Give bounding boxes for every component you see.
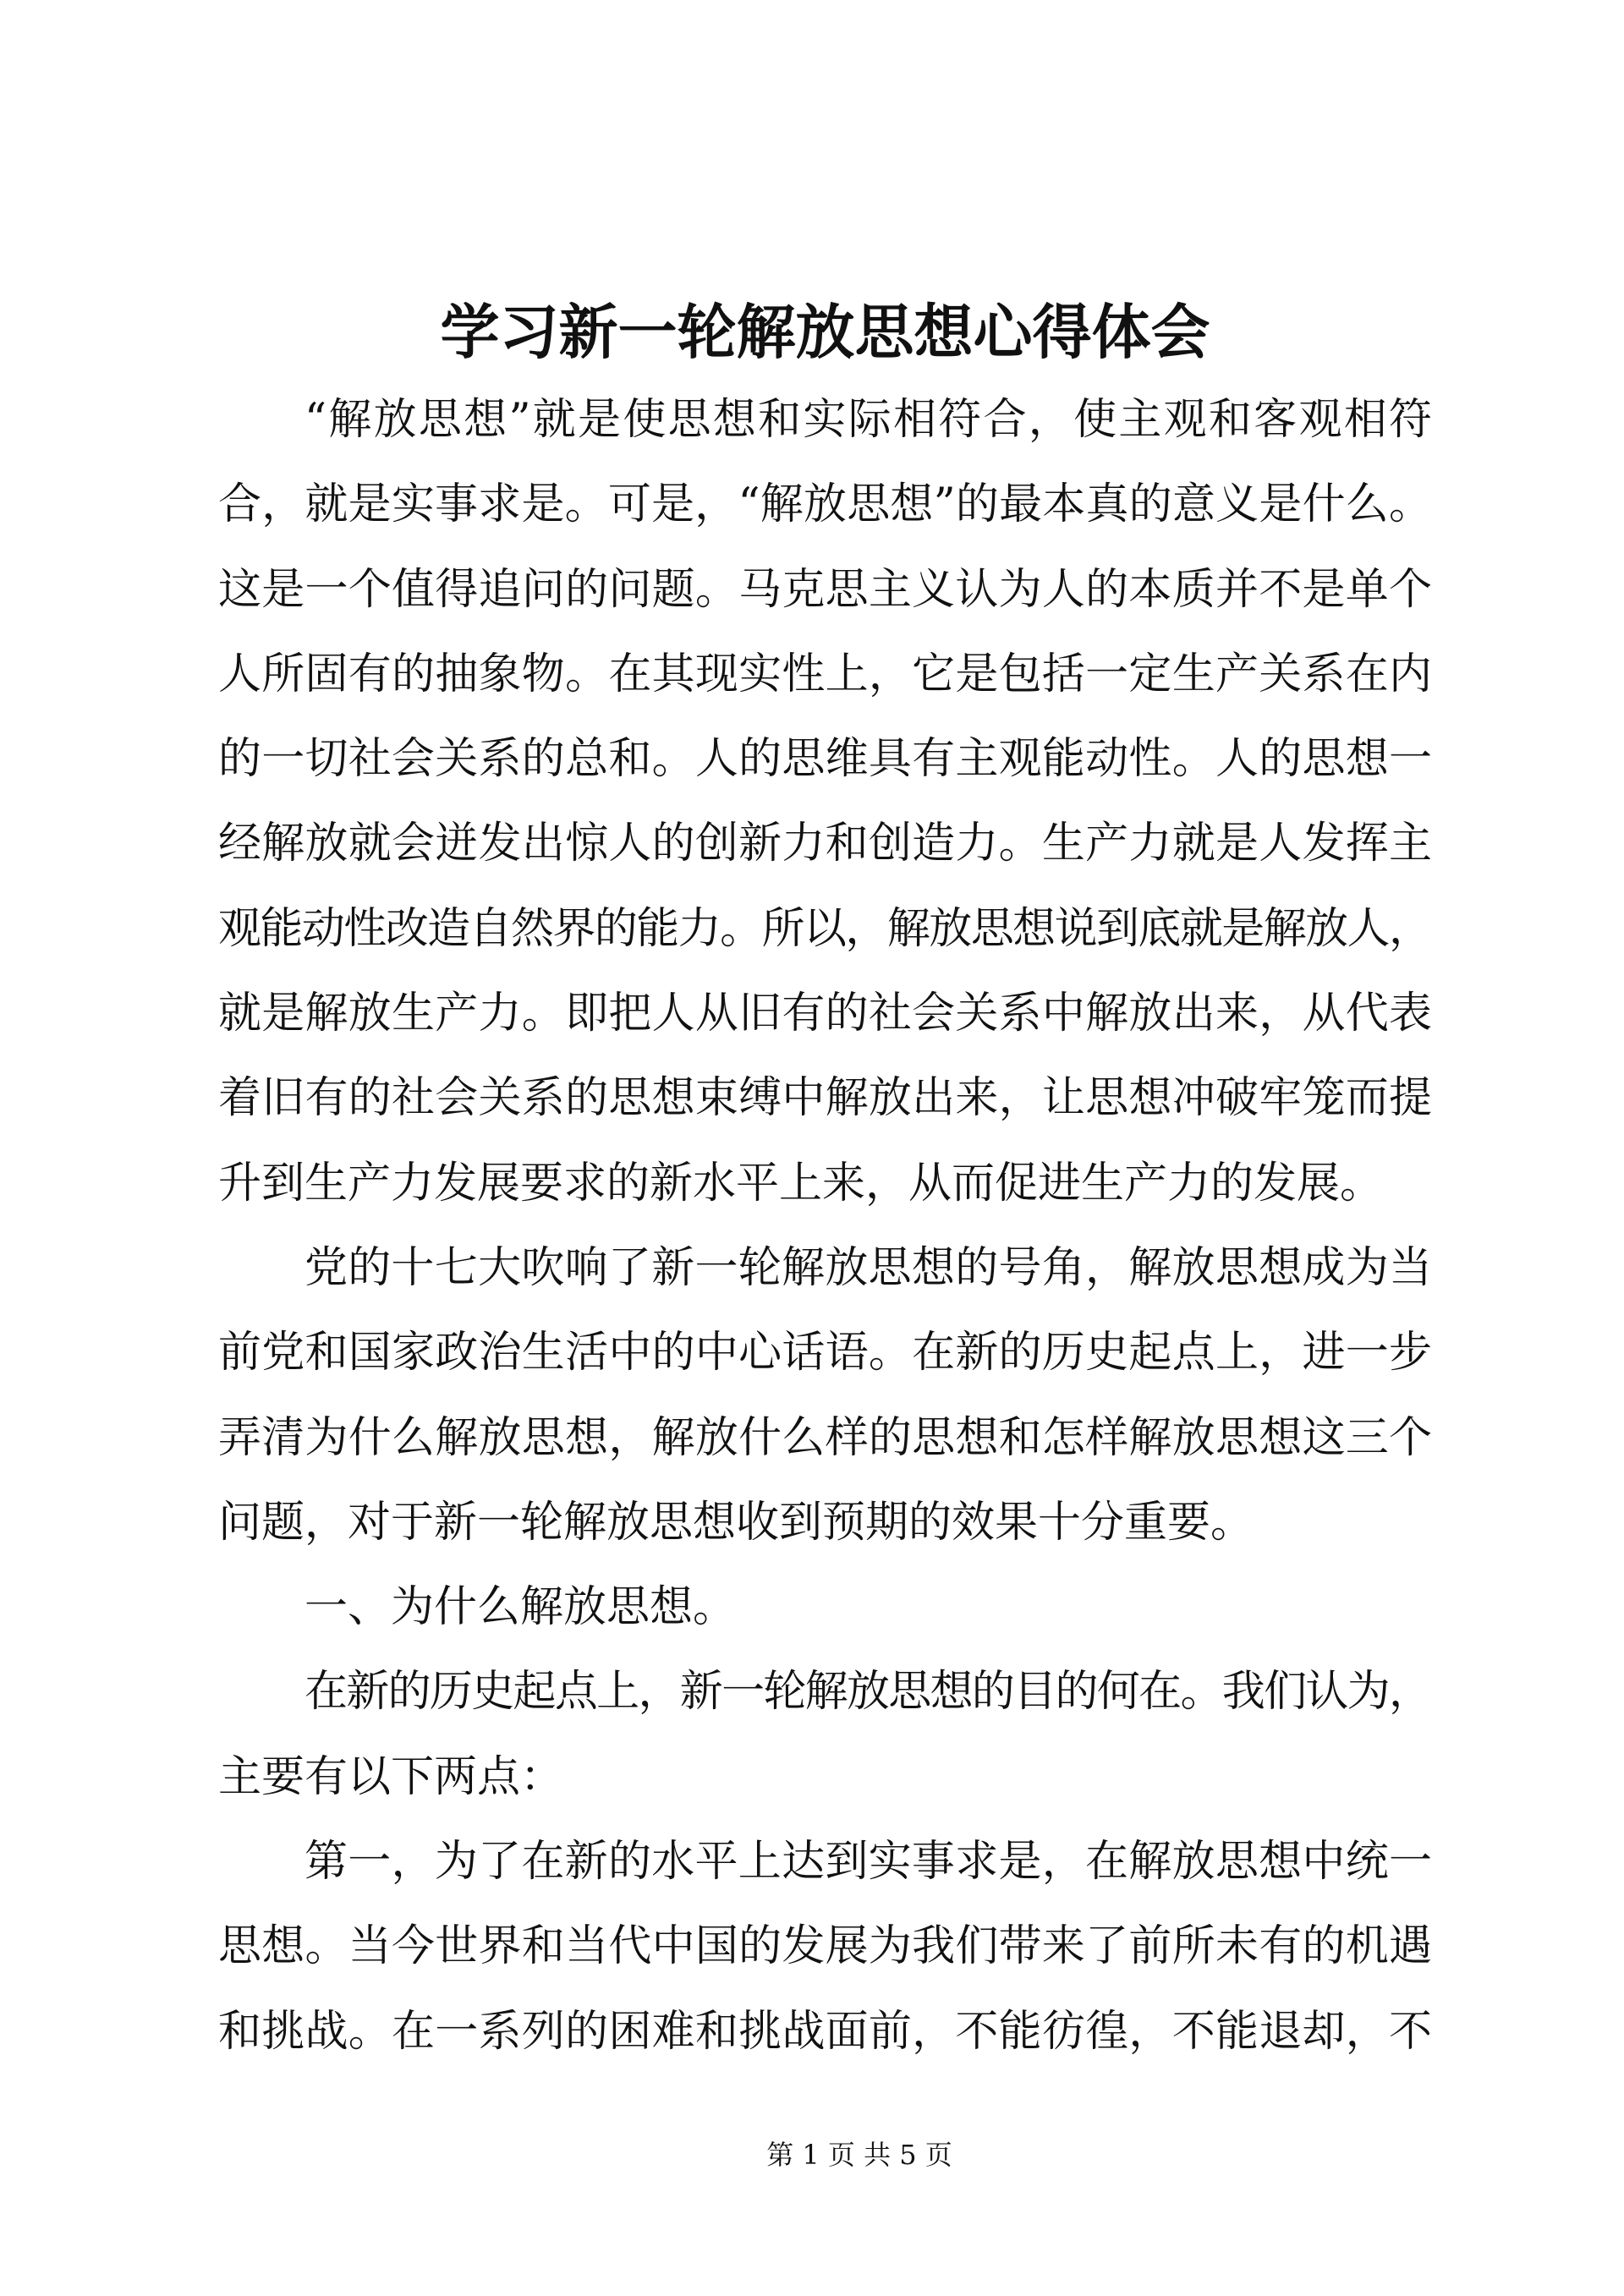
text-line: 弄清为什么解放思想，解放什么样的思想和怎样解放思想这三个: [218, 1412, 1433, 1463]
paragraph: [218, 1650, 1432, 1820]
text-line-row: [218, 1226, 1432, 1311]
text-line-row: [218, 1311, 1432, 1395]
text-line: 思想。当今世界和当代中国的发展为我们带来了前所未有的机遇: [218, 1921, 1433, 1972]
section-heading: [218, 1565, 1432, 1650]
text-line: 这是一个值得追问的问题。马克思主义认为人的本质并不是单个: [218, 564, 1433, 615]
text-line-row: [218, 1142, 1432, 1226]
text-line: 问题，对于新一轮解放思想收到预期的效果十分重要。: [218, 1497, 1254, 1548]
text-line-row: [218, 1820, 1432, 1904]
text-line: 和挑战。在一系列的困难和挑战面前，不能彷徨，不能退却，不: [218, 2006, 1433, 2057]
text-line-row: [218, 972, 1432, 1056]
text-line: 升到生产力发展要求的新水平上来，从而促进生产力的发展。: [218, 1158, 1384, 1208]
text-line-row: [218, 802, 1432, 886]
text-line: 的一切社会关系的总和。人的思维具有主观能动性。人的思想一: [218, 734, 1433, 785]
paragraph: [218, 1820, 1432, 2074]
text-line: 一、为什么解放思想。: [304, 1582, 737, 1633]
text-line-row: [218, 1565, 1432, 1650]
text-line: 党的十七大吹响了新一轮解放思想的号角，解放思想成为当: [304, 1242, 1433, 1293]
text-line: 着旧有的社会关系的思想束缚中解放出来，让思想冲破牢笼而提: [218, 1073, 1433, 1124]
text-line-row: [218, 1990, 1432, 2074]
text-line: “解放思想”就是使思想和实际相符合，使主观和客观相符: [304, 395, 1435, 445]
paragraph: [218, 1226, 1432, 1565]
text-line-row: [218, 1396, 1432, 1481]
text-line-row: [218, 717, 1432, 802]
text-line-row: [218, 1481, 1432, 1565]
paragraph: [218, 378, 1435, 1226]
text-line-row: [218, 633, 1432, 717]
text-line-row: [218, 1056, 1432, 1141]
text-line-row: [218, 1735, 1432, 1820]
document-title: 学习新一轮解放思想心得体会: [440, 297, 1210, 367]
text-line: 合，就是实事求是。可是，“解放思想”的最本真的意义是什么。: [218, 479, 1433, 530]
text-line-row: [218, 548, 1432, 633]
text-line: 就是解放生产力。即把人从旧有的社会关系中解放出来，从代表: [218, 989, 1433, 1039]
text-line: 前党和国家政治生活中的中心话语。在新的历史起点上，进一步: [218, 1328, 1433, 1378]
text-line-row: [218, 1650, 1432, 1734]
text-line: 第一，为了在新的水平上达到实事求是，在解放思想中统一: [304, 1837, 1433, 1888]
text-line: 观能动性改造自然界的能力。所以，解放思想说到底就是解放人，: [218, 903, 1431, 954]
text-line-row: [218, 887, 1432, 972]
text-line-row: [218, 1904, 1432, 1989]
text-line: 在新的历史起点上，新一轮解放思想的目的何在。我们认为，: [304, 1667, 1431, 1718]
text-line: 人所固有的抽象物。在其现实性上，它是包括一定生产关系在内: [218, 649, 1433, 699]
page-number-footer: 第 1 页 共 5 页: [766, 2139, 952, 2171]
document-body: [218, 378, 1435, 2074]
text-line-row: [218, 378, 1435, 463]
text-line-row: [218, 463, 1432, 547]
text-line: 经解放就会迸发出惊人的创新力和创造力。生产力就是人发挥主: [218, 819, 1433, 869]
text-line: 主要有以下两点：: [218, 1751, 564, 1802]
